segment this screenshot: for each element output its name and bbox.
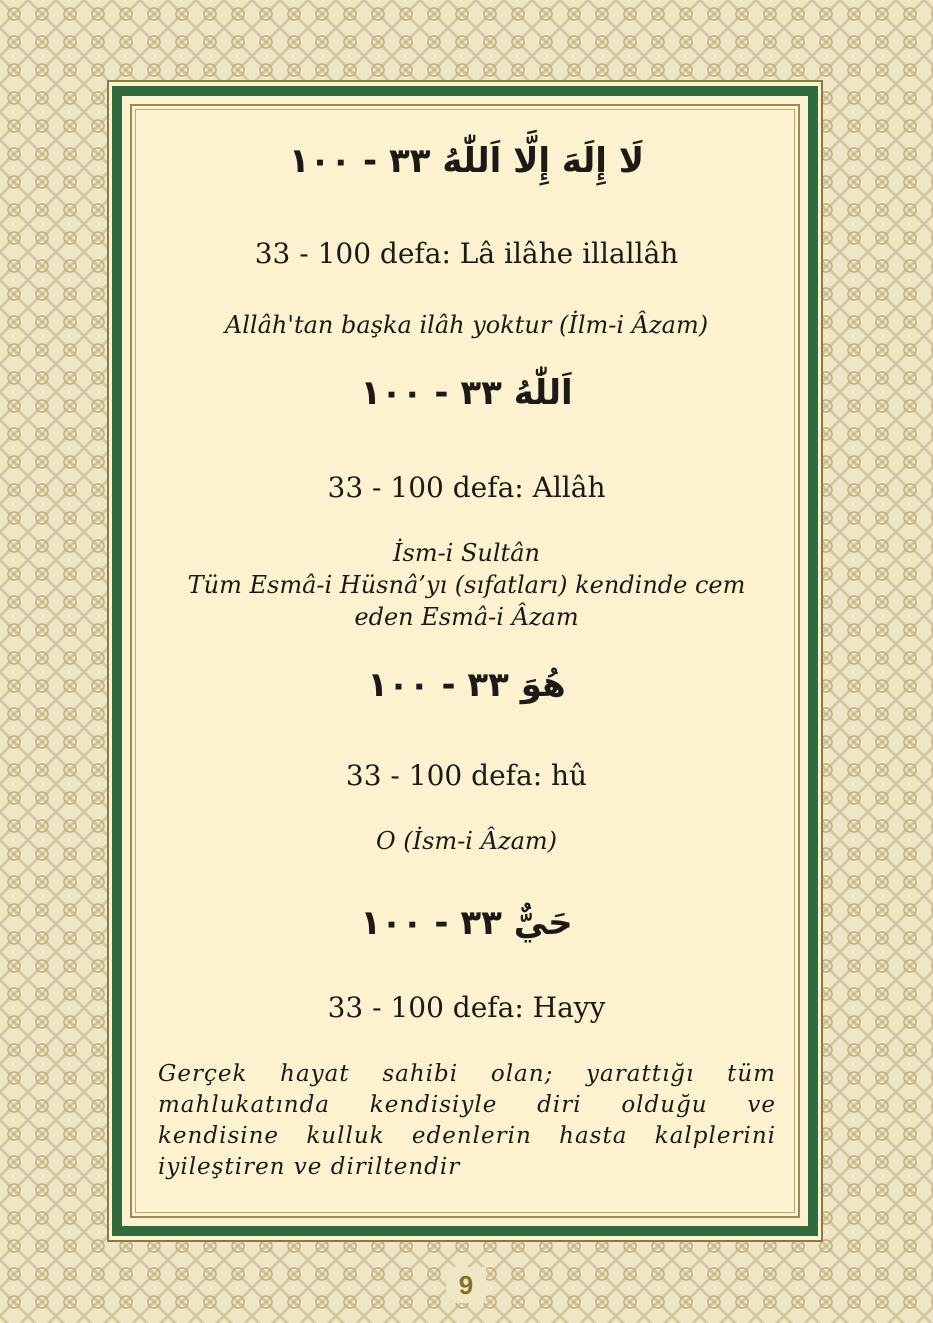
arabic-line-1: لَا إِلَهَ إِلَّا اَللّٰهُ ٣٣ - ١٠٠ xyxy=(288,141,645,181)
inner-thin-line xyxy=(135,109,795,1213)
meaning-2-line-a: İsm-i Sultân xyxy=(393,539,540,567)
arabic-line-4: حَيٌّ ٣٣ - ١٠٠ xyxy=(360,903,573,943)
meaning-2-line-c: eden Esmâ-i Âzam xyxy=(354,603,579,631)
defa-line-3: 33 - 100 defa: hû xyxy=(345,759,588,792)
page-number: 9 xyxy=(446,1267,486,1303)
defa-line-1: 33 - 100 defa: Lâ ilâhe illallâh xyxy=(254,237,679,270)
meaning-line-3: O (İsm-i Âzam) xyxy=(375,827,558,855)
meaning-line-1: Allâh'tan başka ilâh yoktur (İlm-i Âzam) xyxy=(224,311,709,339)
defa-line-2: 33 - 100 defa: Allâh xyxy=(327,471,606,504)
meaning-2-line-b: Tüm Esmâ-i Hüsnâ’yı (sıfatları) kendinde cem xyxy=(187,571,746,599)
defa-line-4: 33 - 100 defa: Hayy xyxy=(327,991,606,1024)
meaning-paragraph-4: Gerçek hayat sahibi olan; yarattığı tüm mahlukatında kendisiyle diri olduğu ve kendisine kulluk edenlerin hasta kalplerini iyileştiren ve diriltendir xyxy=(158,1061,776,1180)
arabic-line-3: هُوَ ٣٣ - ١٠٠ xyxy=(367,665,566,705)
arabic-line-2: اَللّٰهُ ٣٣ - ١٠٠ xyxy=(360,373,573,413)
